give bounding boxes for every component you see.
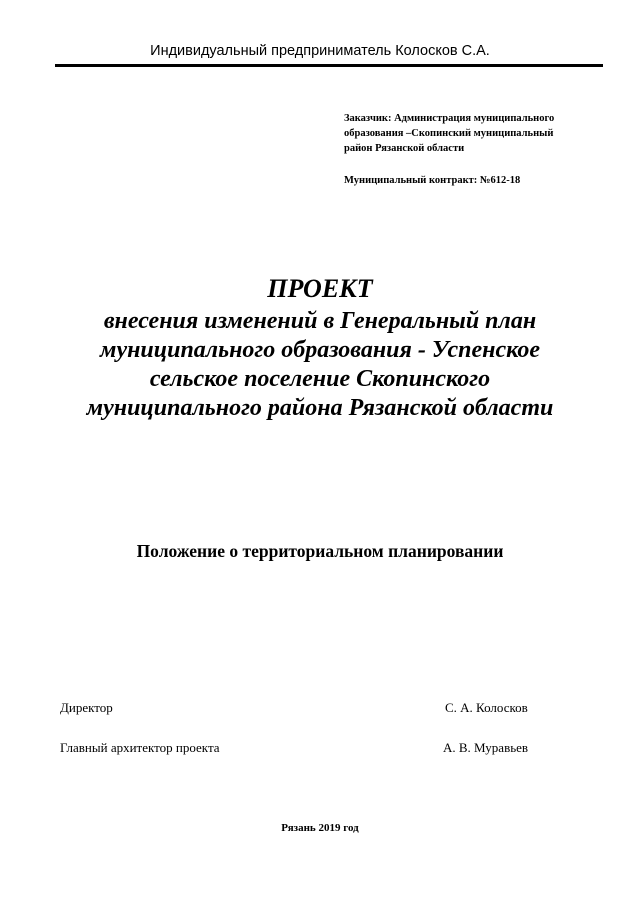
- project-line: сельское поселение Скопинского: [149, 366, 491, 392]
- project-line: муниципального района Рязанской области: [86, 395, 554, 421]
- signature-role-architect: Главный архитектор проекта: [60, 740, 220, 755]
- project-line: муниципального образования - Успенское: [100, 337, 540, 363]
- customer-line: образования –Скопинский муниципальный: [344, 128, 554, 139]
- customer-line: Заказчик: Администрация муниципального: [344, 113, 555, 124]
- signature-name-architect: А. В. Муравьев: [443, 740, 529, 755]
- document-subtitle: Положение о территориальном планировании: [136, 541, 504, 561]
- company-header: Индивидуальный предприниматель Колосков С.А.: [150, 43, 490, 59]
- signature-role-director: Директор: [60, 700, 113, 715]
- customer-line: район Рязанской области: [344, 143, 465, 154]
- footer-city-year: Рязань 2019 год: [281, 822, 359, 834]
- customer-block: [344, 111, 614, 156]
- project-description: [60, 307, 580, 423]
- signature-name-director: С. А. Колосков: [445, 700, 528, 715]
- contract-number: Муниципальный контракт: №612-18: [344, 175, 521, 186]
- project-line: внесения изменений в Генеральный план: [103, 308, 537, 334]
- header-rule: [55, 64, 603, 67]
- project-title: ПРОЕКТ: [267, 274, 373, 303]
